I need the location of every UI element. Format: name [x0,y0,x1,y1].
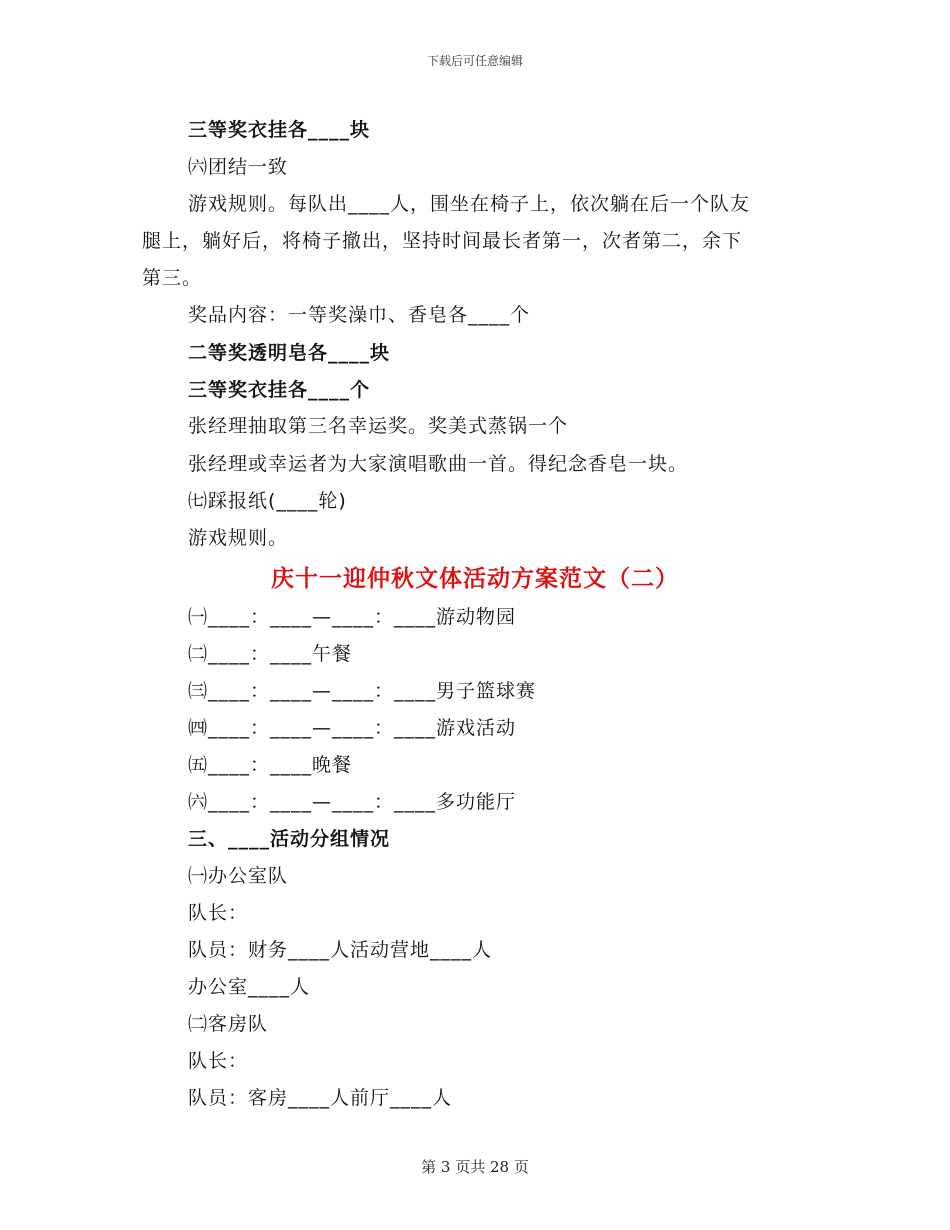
text-line: ㈥团结一致 [188,156,289,178]
schedule-item: ㈣____：____—____：____游戏活动 [188,717,517,739]
section-heading: 三、____活动分组情况 [188,828,391,850]
page-header: 下载后可任意编辑 [426,54,523,68]
schedule-item: ㈠____：____—____：____游动物园 [188,606,517,628]
section-title: 庆十一迎仲秋文体活动方案范文（二） [271,566,679,592]
text-line: 队员：客房____人前厅____人 [188,1087,453,1109]
text-line: 腿上，躺好后，将椅子撤出，坚持时间最长者第一，次者第二，余下 [142,230,743,252]
text-line: 三等奖衣挂各____块 [188,119,371,141]
text-line: 二等奖透明皂各____块 [188,342,391,364]
schedule-item: ㈤____：____晚餐 [188,754,353,776]
text-line: 办公室____人 [188,976,311,998]
page-footer: 第 3 页共 28 页 [421,1158,529,1176]
text-line: ㈦踩报纸(____轮) [188,490,347,512]
text-line: 游戏规则。每队出____人，围坐在椅子上，依次躺在后一个队友 [188,193,751,215]
schedule-item: ㈡____：____午餐 [188,643,353,665]
text-line: 队员：财务____人活动营地____人 [188,939,493,961]
text-line: 奖品内容：一等奖澡巾、香皂各____个 [188,304,531,326]
text-line: 第三。 [142,267,203,289]
text-line: ㈠办公室队 [188,865,289,887]
schedule-item: ㈢____：____—____：____男子篮球赛 [188,680,537,702]
text-line: 队长： [188,902,249,924]
text-line: 游戏规则。 [188,527,289,549]
text-line: 张经理或幸运者为大家演唱歌曲一首。得纪念香皂一块。 [188,453,689,475]
text-line: 张经理抽取第三名幸运奖。奖美式蒸锅一个 [188,415,569,437]
text-line: ㈡客房队 [188,1013,269,1035]
text-line: 队长： [188,1050,249,1072]
text-line: 三等奖衣挂各____个 [188,379,371,401]
schedule-item: ㈥____：____—____：____多功能厅 [188,791,517,813]
